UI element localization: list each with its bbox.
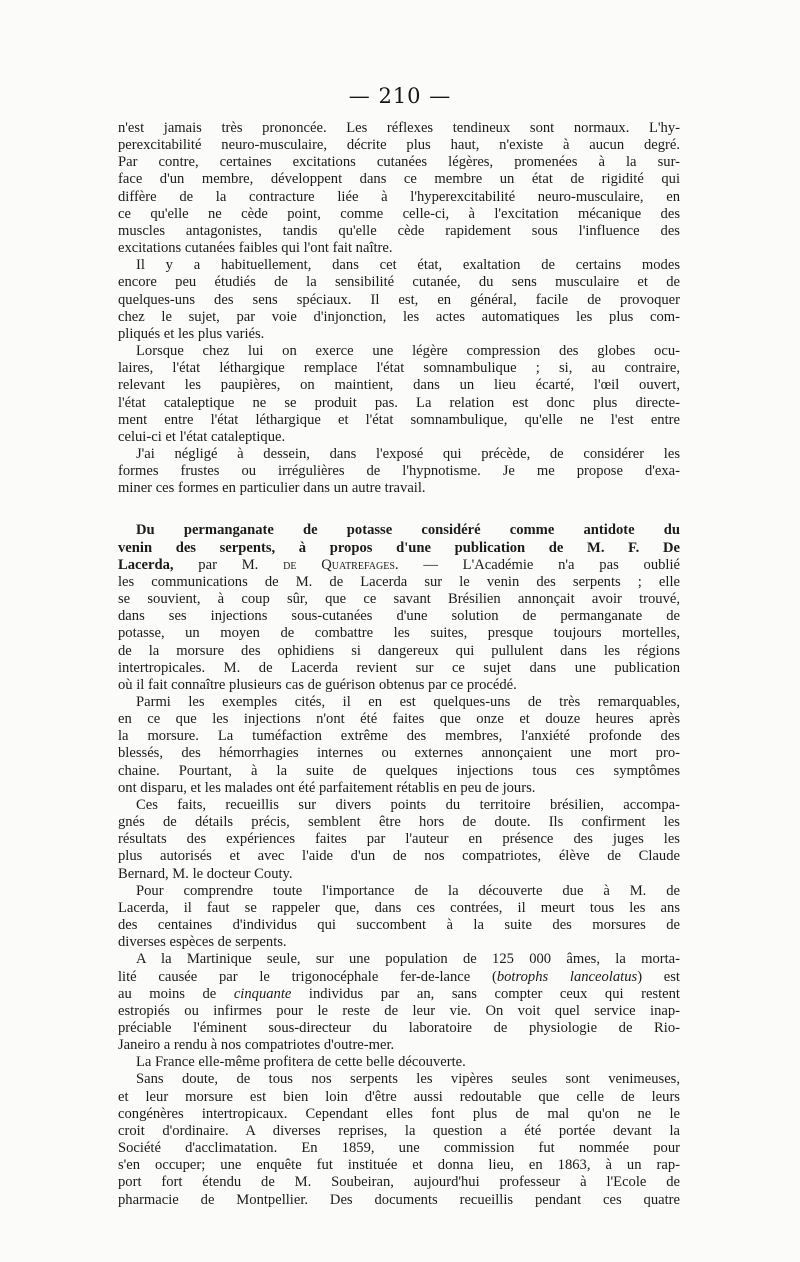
paragraph-reflexes xyxy=(118,120,680,257)
page-body xyxy=(118,120,680,1209)
text-line: diverses espèces de serpents. xyxy=(118,934,287,951)
text-line: se souvient, à coup sûr, que ce savant Brésilien annonçait avoir trouvé, xyxy=(118,591,680,608)
text-line: préciable l'éminent sous-directeur du laboratoire de physiologie de Rio- xyxy=(118,1019,680,1036)
paragraph-exemples xyxy=(118,694,680,797)
article-title-line: venin des serpents, à propos d'une publication de M. F. De xyxy=(118,539,680,556)
paragraph-formes-frustes xyxy=(118,446,680,497)
text-line: ce qu'elle ne cède point, comme celle-ci, à l'excitation mécanique des xyxy=(118,205,680,222)
text-line: Bernard, M. le docteur Couty. xyxy=(118,865,293,882)
paragraph-martinique xyxy=(118,951,680,1054)
text-line: excitations cutanées faibles qui l'ont fait naître. xyxy=(118,240,393,257)
text-line: Par contre, certaines excitations cutanées légères, promenées à la sur- xyxy=(118,154,680,171)
text-line: la morsure. La tuméfaction extrême des membres, l'anxiété profonde des xyxy=(118,728,680,745)
text-line: perexcitabilité neuro-musculaire, décrite plus haut, n'existe à aucun degré. xyxy=(118,137,680,154)
text-line: et leur morsure est bien loin d'être aussi redoutable que celle de leurs xyxy=(118,1088,680,1105)
paragraph-exaltation xyxy=(118,257,680,343)
lead-start: . — L'Académie n'a pas oublié xyxy=(394,556,680,573)
text-line: dans ses injections sous-cutanées d'une solution de permanganate de xyxy=(118,608,680,625)
text-line: J'ai négligé à dessein, dans l'exposé qui précède, de considérer les xyxy=(136,445,680,462)
text-line: La France elle-même profitera de cette belle découverte. xyxy=(136,1054,466,1071)
text-line: croit d'ordinaire. A diverses reprises, la question a été portée devant la xyxy=(118,1122,680,1139)
text-line: muscles antagonistes, tandis qu'elle cède rapidement sous l'influence des xyxy=(118,222,680,239)
article-title-end: Lacerda, xyxy=(118,556,174,573)
text-line: l'état cataleptique ne se produit pas. La relation est donc plus directe- xyxy=(118,394,680,411)
text-line: pharmacie de Montpellier. Des documents recueillis pendant ces quatre xyxy=(118,1191,680,1208)
article-title-line: Du permanganate de potasse considéré comme antidote du xyxy=(136,522,680,539)
paragraph-importance xyxy=(118,883,680,952)
author-name: Quatrefages xyxy=(321,556,395,573)
text-line: pliqués et les plus variés. xyxy=(118,325,265,342)
text-line: potasse, un moyen de combattre les suites, presque toujours mortelles, xyxy=(118,625,680,642)
text-line: celui-ci et l'état cataleptique. xyxy=(118,428,286,445)
text-line: laires, l'état léthargique remplace l'état somnambulique ; si, au contraire, xyxy=(118,360,680,377)
text-line: formes frustes ou irrégulières de l'hypnotisme. Je me propose d'exa- xyxy=(118,463,680,480)
paragraph-compression xyxy=(118,343,680,446)
text-line: Lacerda, il faut se rappeler que, dans ces contrées, il meurt tous les ans xyxy=(118,899,680,916)
species-name: botrophs lanceolatus xyxy=(496,968,638,985)
article-byline xyxy=(118,557,680,574)
text-line: Société d'acclimatation. En 1859, une commission fut nommée pour xyxy=(118,1140,680,1157)
text-line: A la Martinique seule, sur une population de 125 000 âmes, la morta- xyxy=(136,951,680,968)
paragraph-faits xyxy=(118,797,680,883)
text-fragment: individus par an, sans compter ceux qui restent xyxy=(291,985,680,1002)
text-line-species xyxy=(118,969,680,986)
paragraph-viperes xyxy=(118,1071,680,1208)
text-fragment: au moins de xyxy=(118,985,234,1002)
text-line: miner ces formes en particulier dans un autre travail. xyxy=(118,480,426,497)
text-line: Lorsque chez lui on exerce une légère compression des globes ocu- xyxy=(136,343,680,360)
text-line: ment entre l'état léthargique et l'état somnambulique, qu'elle ne l'est entre xyxy=(118,411,680,428)
text-line: en ce que les injections n'ont été faites que onze et douze heures après xyxy=(118,711,680,728)
text-line: face d'un membre, développent dans ce membre un état de rigidité qui xyxy=(118,171,680,188)
text-line: résultats des expériences faites par l'auteur en présence des juges les xyxy=(118,831,680,848)
text-line: s'en occuper; une enquête fut instituée et donna lieu, en 1863, à un rap- xyxy=(118,1157,680,1174)
text-line: intertropicales. M. de Lacerda revient sur ce sujet dans une publication xyxy=(118,659,680,676)
text-fragment: lité causée par le trigonocéphale fer-de-lance ( xyxy=(118,968,497,985)
section-gap xyxy=(118,497,680,522)
text-line: quelques-uns des sens spéciaux. Il est, en général, facile de provoquer xyxy=(118,291,680,308)
text-line: estropiés ou infirmes pour le reste de leur vie. On voit quel service inap- xyxy=(118,1002,680,1019)
text-line: port fort étendu de M. Soubeiran, aujourd'hui professeur à l'Ecole de xyxy=(118,1174,680,1191)
text-line: congénères intertropicaux. Cependant elles font plus de mal qu'on ne le xyxy=(118,1105,680,1122)
emphasized-number: cinquante xyxy=(233,985,292,1002)
text-line: gnés de détails précis, semblent être hors de doute. Ils confirment les xyxy=(118,814,680,831)
text-fragment: ) est xyxy=(637,968,680,985)
text-line: plus autorisés et avec l'aide d'un de nos compatriotes, élève de Claude xyxy=(118,848,680,865)
text-line: Sans doute, de tous nos serpents les vipères seules sont venimeuses, xyxy=(136,1071,680,1088)
text-line: Ces faits, recueillis sur divers points du territoire brésilien, accompa- xyxy=(136,796,680,813)
text-line: ont disparu, et les malades ont été parfaitement rétablis en peu de jours. xyxy=(118,779,536,796)
text-line: les communications de M. de Lacerda sur le venin des serpents ; elle xyxy=(118,573,680,590)
text-line: où il fait connaître plusieurs cas de guérison obtenus par ce procédé. xyxy=(118,676,517,693)
text-line: Janeiro a rendu à nos compatriotes d'outre-mer. xyxy=(118,1037,395,1054)
text-line: Parmi les exemples cités, il en est quelques-uns de très remarquables, xyxy=(136,694,680,710)
text-line: encore peu étudiés de la sensibilité cutanée, du sens musculaire et de xyxy=(118,274,680,291)
article-heading-paragraph xyxy=(118,522,680,694)
page-number: — 210 — xyxy=(348,84,452,108)
text-line-count xyxy=(118,986,680,1003)
text-line: Il y a habituellement, dans cet état, exaltation de certains modes xyxy=(136,257,680,274)
text-line: chez le sujet, par voie d'injonction, les actes automatiques les plus com- xyxy=(118,308,680,325)
text-line: diffère de la contracture liée à l'hyperexcitabilité neuro-musculaire, en xyxy=(118,188,680,205)
text-line: de la morsure des ophidiens si dangereux qui pullulent dans les régions xyxy=(118,642,680,659)
byline-par: par M. xyxy=(173,556,284,573)
paragraph-france xyxy=(118,1054,680,1071)
text-line: des centaines d'individus qui succombent à la suite des morsures de xyxy=(118,917,680,934)
text-line: Pour comprendre toute l'importance de la découverte due à M. de xyxy=(136,882,680,899)
text-line: chaine. Pourtant, à la suite de quelques injections tous ces symptômes xyxy=(118,762,680,779)
text-line: relevant les paupières, on maintient, dans un lieu écarté, l'œil ouvert, xyxy=(118,377,680,394)
author-particle: de xyxy=(283,556,297,573)
text-line: n'est jamais très prononcée. Les réflexes tendineux sont normaux. L'hy- xyxy=(118,120,680,136)
text-line: blessés, des hémorrhagies internes ou externes annonçaient une mort pro- xyxy=(118,745,680,762)
